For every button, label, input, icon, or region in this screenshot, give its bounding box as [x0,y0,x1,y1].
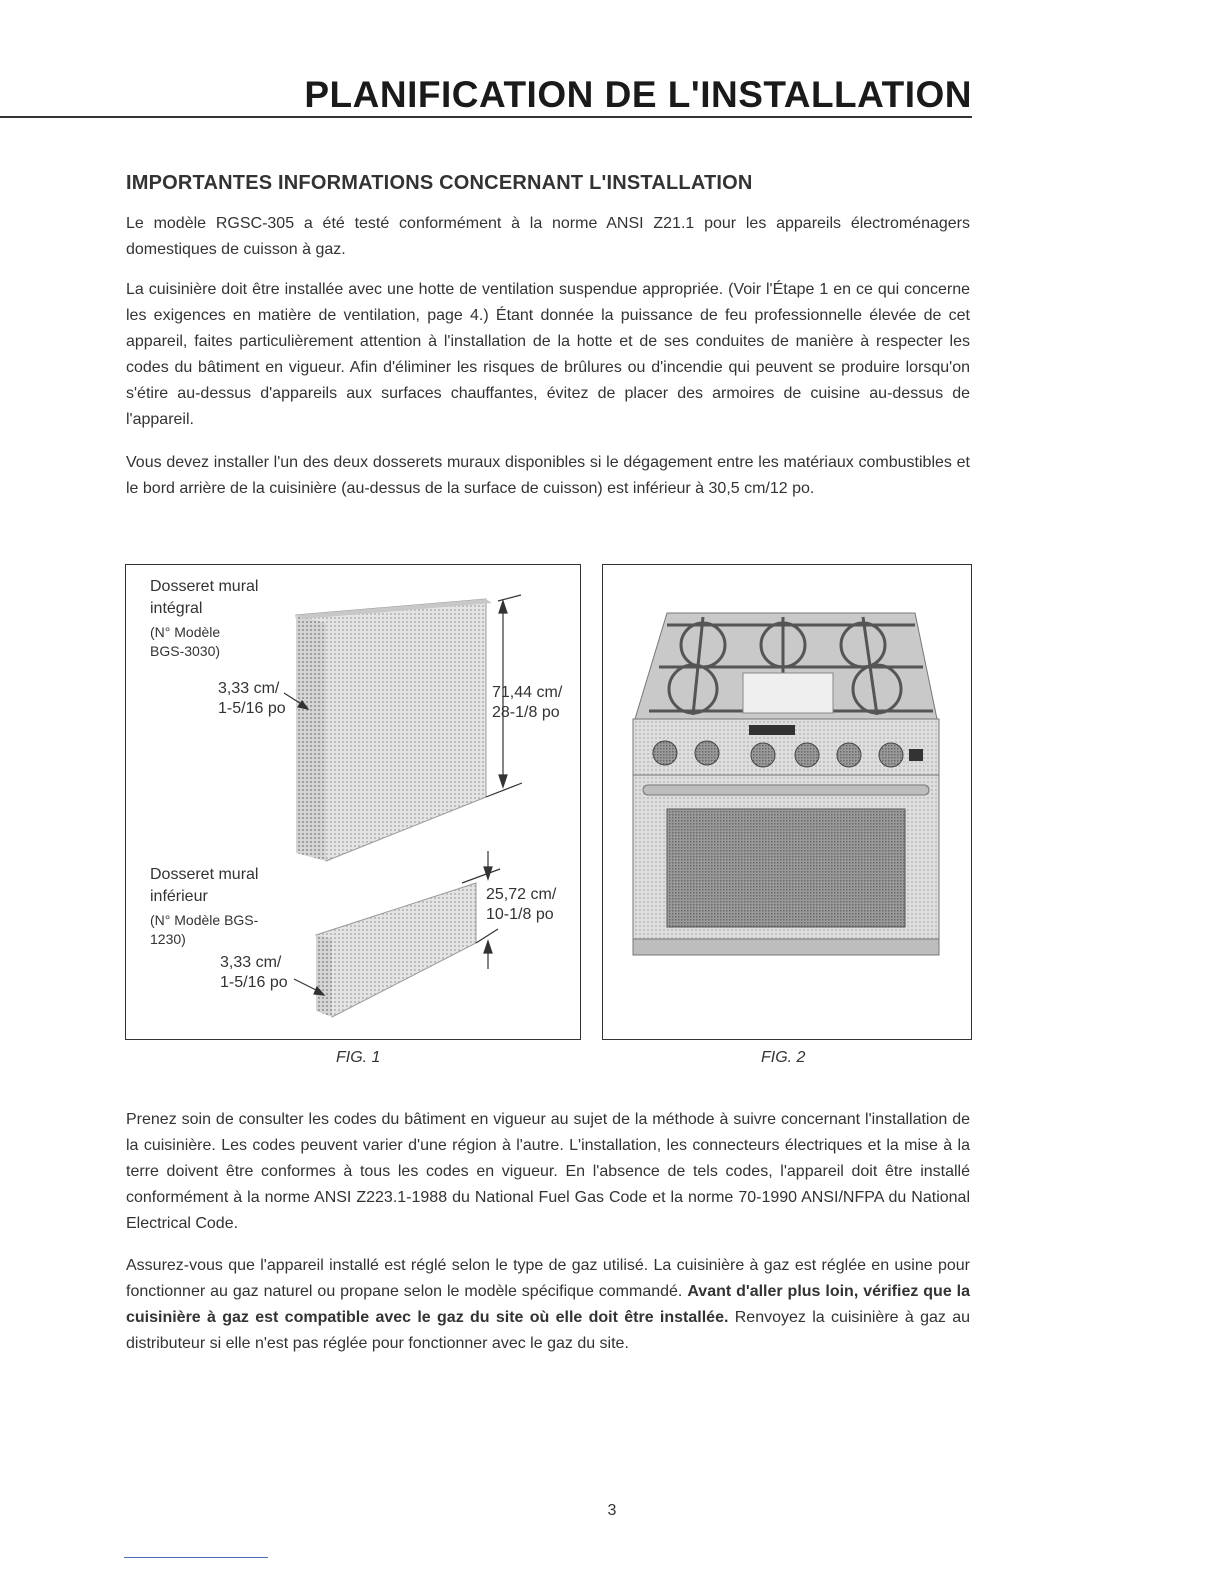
lower-backguard-name-line1: Dosseret mural [150,866,259,883]
gas-range-illustration [603,565,973,1041]
figure-2-range [602,564,972,1040]
figure-1-caption: FIG. 1 [336,1049,381,1066]
integral-backguard-shape [296,599,492,861]
lower-depth-line1: 3,33 cm/ [220,954,282,971]
lower-depth-line2: 1-5/16 po [220,974,288,991]
lower-backguard-model-line2: 1230) [150,931,186,947]
integral-backguard-name-line2: intégral [150,600,203,617]
integral-backguard-model-line2: BGS-3030) [150,643,221,659]
gas-type-return: Renvoyez la cuisinière à gaz au distributeur si elle n'est pas réglée pour fonctionner avec le gaz du site. [126,1309,971,1352]
title-rule [0,116,972,118]
integral-backguard-name-line1: Dosseret mural [150,578,259,595]
paragraph-building-codes: Prenez soin de consulter les codes du bâtiment en vigueur au sujet de la méthode à suivre concernant l'installation de la cuisinière. Les codes peuvent varier d'une région à l'autre. L'installation, les connecteurs électriques et la mise à la terre doivent être conformes à tous les codes en vigueur. En l'absence de tels codes, l'appareil doit être installé conformément à la norme ANSI Z223.1-1988 du National Fuel Gas Code et la norme 70-1990 ANSI/NFPA du National Electrical Code. [126,1111,970,1232]
figure-2-caption: FIG. 2 [761,1049,806,1066]
lower-backguard-model-line1: (N° Modèle BGS- [150,912,259,928]
paragraph-gas-type [126,1253,970,1357]
page-title: PLANIFICATION DE L'INSTALLATION [304,74,972,115]
integral-depth-line2: 1-5/16 po [218,700,286,717]
integral-depth-line1: 3,33 cm/ [218,680,280,697]
section-heading: IMPORTANTES INFORMATIONS CONCERNANT L'INSTALLATION [126,172,753,194]
integral-height-line1: 71,44 cm/ [492,684,563,701]
page-number: 3 [607,1502,617,1519]
lower-backguard-shape [316,883,476,1017]
paragraph-backguard: Vous devez installer l'un des deux dosserets muraux disponibles si le dégagement entre les matériaux combustibles et le bord arrière de la cuisinière (au-dessus de la surface de cuisson) est inférieur à 30,5 cm/12 po. [126,454,970,497]
lower-height-line1: 25,72 cm/ [486,886,557,903]
control-panel [633,719,939,775]
gas-type-warning: Avant d'aller plus loin, vérifiez que la cuisinière à gaz est compatible avec le gaz du site où elle doit être installée. [126,1283,970,1326]
lower-height-line2: 10-1/8 po [486,906,554,923]
gas-type-intro: Assurez-vous que l'appareil installé est réglé selon le type de gaz utilisé. La cuisinière à gaz est réglée en usine pour fonctionner au gaz naturel ou propane selon le modèle spécifique commandé. [126,1257,970,1300]
paragraph-ventilation: La cuisinière doit être installée avec une hotte de ventilation suspendue appropriée. (Voir l'Étape 1 en ce qui concerne les exigences en matière de ventilation, page 4.) Étant donnée la puissance de feu professionnelle élevée de cet appareil, faites particulièrement attention à l'installation de la hotte et de ses conduites de manière à respecter les codes du bâtiment en vigueur. Afin d'éliminer les risques de brûlures ou d'incendie qui peuvent se produire lorsqu'on s'étire au-dessus d'appareils aux surfaces chauffantes, évitez de placer des armoires de cuisine au-dessus de l'appareil. [126,281,970,428]
integral-backguard-model-line1: (N° Modèle [150,624,221,640]
oven-door [633,775,939,955]
integral-height-line2: 28-1/8 po [492,704,560,721]
figure-1-backguards [125,564,581,1040]
footer-rule [124,1557,268,1558]
cooktop [635,613,937,719]
lower-backguard-name-line2: inférieur [150,888,208,905]
paragraph-model-test: Le modèle RGSC-305 a été testé conformément à la norme ANSI Z21.1 pour les appareils électroménagers domestiques de cuisson à gaz. [126,215,970,258]
